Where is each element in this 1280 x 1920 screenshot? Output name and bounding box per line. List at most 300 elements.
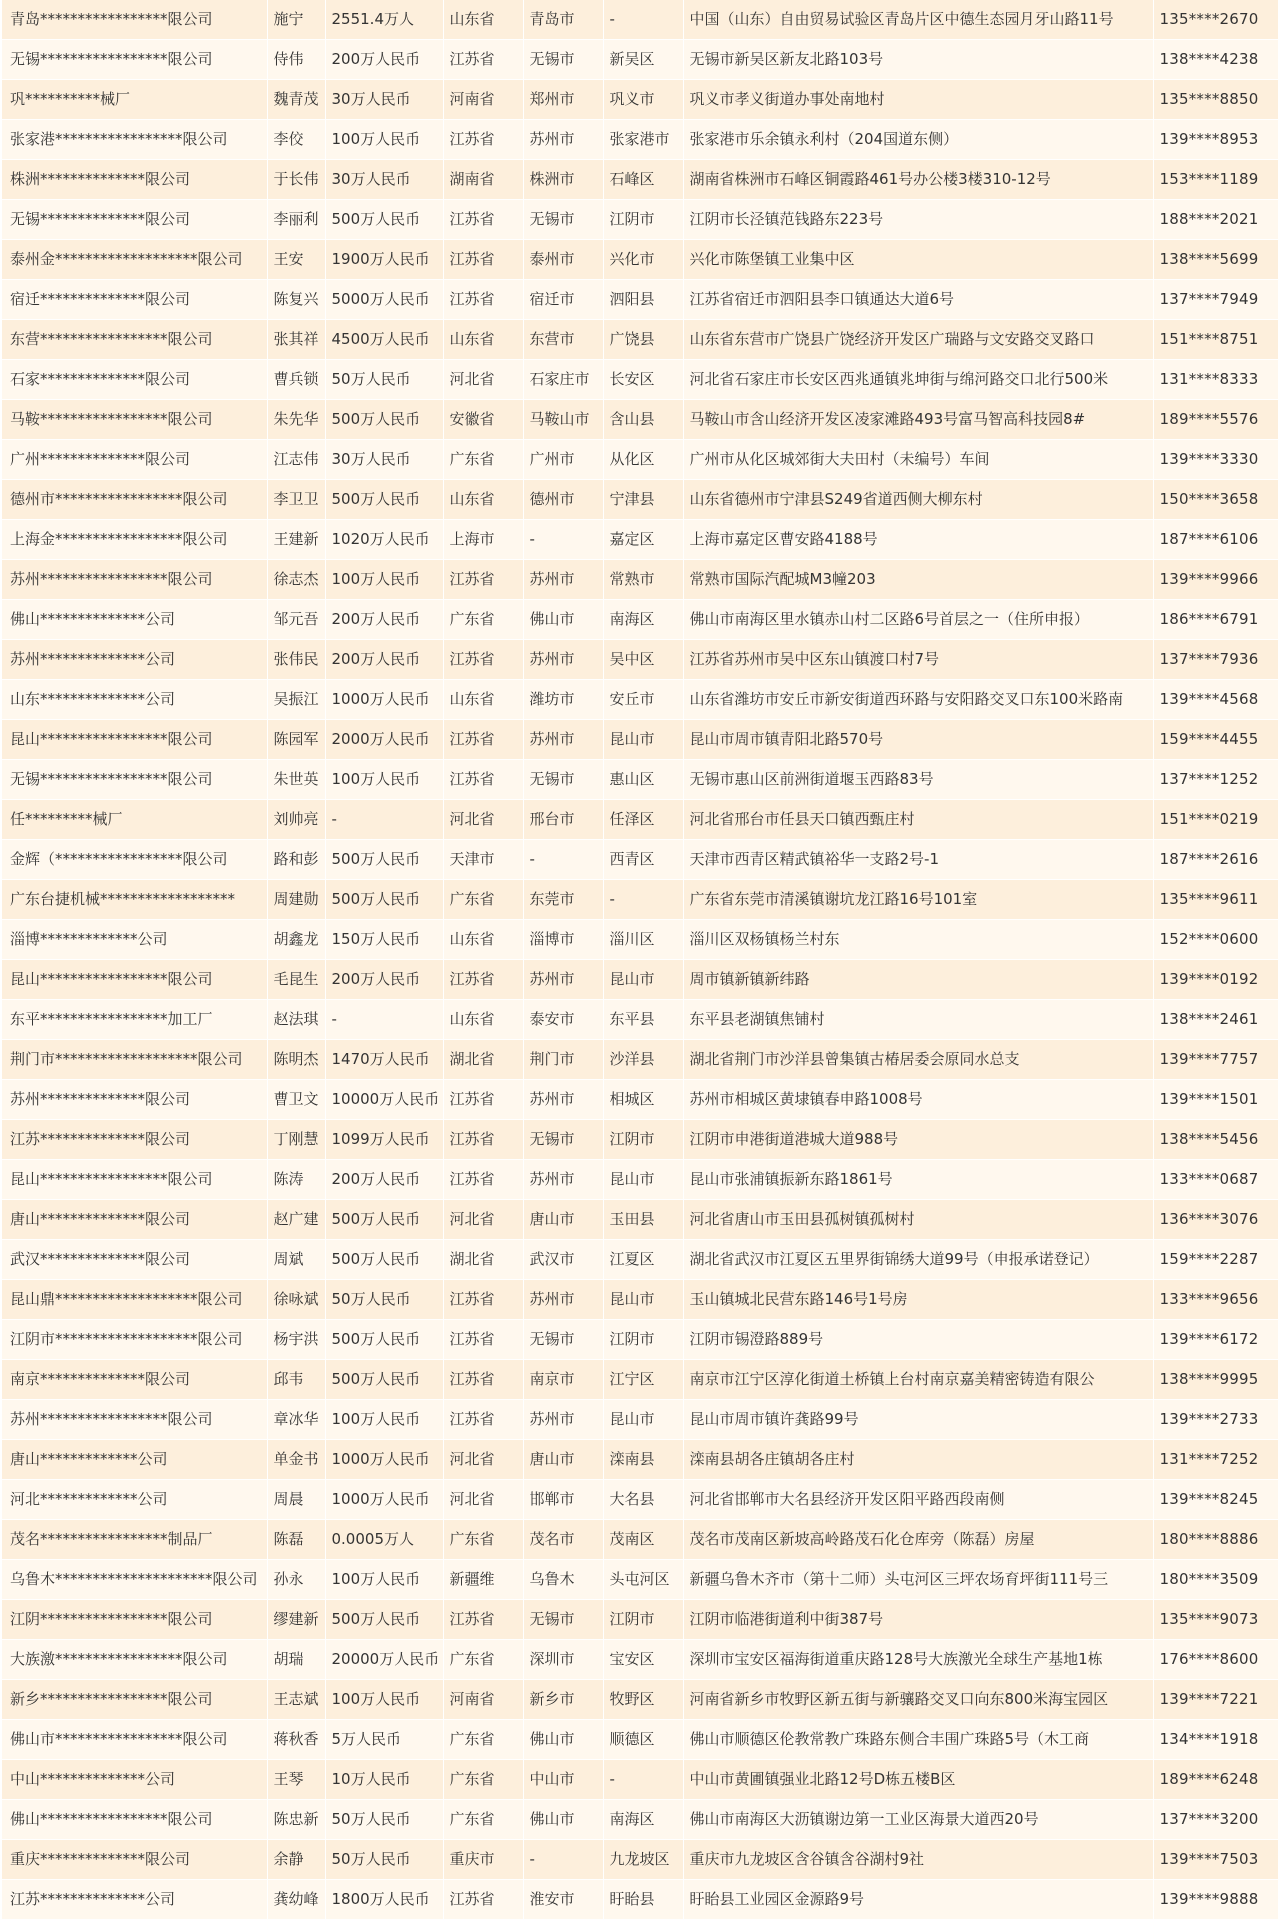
table-row xyxy=(2,520,1278,560)
company-name-cell: 江阴市*******************限公司 xyxy=(2,1320,267,1360)
address-cell: 河北省唐山市玉田县孤树镇孤树村 xyxy=(683,1200,1153,1240)
table-row xyxy=(2,1280,1278,1320)
address-cell: 昆山市周市镇青阳北路570号 xyxy=(683,720,1153,760)
registered-capital-cell: - xyxy=(325,800,443,840)
table-row xyxy=(2,1760,1278,1800)
registered-capital-cell: 1099万人民币 xyxy=(325,1120,443,1160)
phone-cell: 133****0687 xyxy=(1153,1160,1278,1200)
table-row xyxy=(2,1720,1278,1760)
city-cell: 东营市 xyxy=(523,320,603,360)
address-cell: 玉山镇城北民营东路146号1号房 xyxy=(683,1280,1153,1320)
registered-capital-cell: 50万人民币 xyxy=(325,360,443,400)
legal-person-cell: 余静 xyxy=(267,1840,325,1880)
city-cell: - xyxy=(523,840,603,880)
city-cell: 苏州市 xyxy=(523,1160,603,1200)
legal-person-cell: 赵法琪 xyxy=(267,1000,325,1040)
legal-person-cell: 胡瑞 xyxy=(267,1640,325,1680)
phone-cell: 151****8751 xyxy=(1153,320,1278,360)
table-row xyxy=(2,1480,1278,1520)
registered-capital-cell: 500万人民币 xyxy=(325,200,443,240)
table-row xyxy=(2,1880,1278,1920)
province-cell: 江苏省 xyxy=(443,200,523,240)
table-row xyxy=(2,920,1278,960)
city-cell: 苏州市 xyxy=(523,720,603,760)
province-cell: 广东省 xyxy=(443,1640,523,1680)
table-row xyxy=(2,800,1278,840)
registered-capital-cell: 20000万人民币 xyxy=(325,1640,443,1680)
legal-person-cell: 魏青茂 xyxy=(267,80,325,120)
company-name-cell: 宿迁**************限公司 xyxy=(2,280,267,320)
district-cell: 顺德区 xyxy=(603,1720,683,1760)
legal-person-cell: 王建新 xyxy=(267,520,325,560)
district-cell: 淄川区 xyxy=(603,920,683,960)
phone-cell: 189****6248 xyxy=(1153,1760,1278,1800)
registered-capital-cell: 50万人民币 xyxy=(325,1280,443,1320)
legal-person-cell: 胡鑫龙 xyxy=(267,920,325,960)
city-cell: 无锡市 xyxy=(523,1320,603,1360)
legal-person-cell: 陈园军 xyxy=(267,720,325,760)
address-cell: 新疆乌鲁木齐市（第十二师）头屯河区三坪农场育坪街111号三 xyxy=(683,1560,1153,1600)
legal-person-cell: 龚幼峰 xyxy=(267,1880,325,1920)
table-row xyxy=(2,880,1278,920)
legal-person-cell: 吴振江 xyxy=(267,680,325,720)
company-name-cell: 重庆**************限公司 xyxy=(2,1840,267,1880)
address-cell: 东平县老湖镇焦铺村 xyxy=(683,1000,1153,1040)
table-row xyxy=(2,480,1278,520)
company-name-cell: 德州市*****************限公司 xyxy=(2,480,267,520)
table-row xyxy=(2,40,1278,80)
phone-cell: 137****7936 xyxy=(1153,640,1278,680)
legal-person-cell: 周斌 xyxy=(267,1240,325,1280)
district-cell: 江阴市 xyxy=(603,200,683,240)
address-cell: 昆山市张浦镇振新东路1861号 xyxy=(683,1160,1153,1200)
company-name-cell: 中山**************公司 xyxy=(2,1760,267,1800)
legal-person-cell: 张伟民 xyxy=(267,640,325,680)
registered-capital-cell: 30万人民币 xyxy=(325,440,443,480)
city-cell: 东莞市 xyxy=(523,880,603,920)
legal-person-cell: 徐咏斌 xyxy=(267,1280,325,1320)
province-cell: 江苏省 xyxy=(443,240,523,280)
phone-cell: 137****1252 xyxy=(1153,760,1278,800)
legal-person-cell: 施宁 xyxy=(267,0,325,40)
legal-person-cell: 李佼 xyxy=(267,120,325,160)
table-row xyxy=(2,360,1278,400)
legal-person-cell: 于长伟 xyxy=(267,160,325,200)
legal-person-cell: 李卫卫 xyxy=(267,480,325,520)
province-cell: 江苏省 xyxy=(443,40,523,80)
province-cell: 河南省 xyxy=(443,1680,523,1720)
province-cell: 河北省 xyxy=(443,1440,523,1480)
phone-cell: 187****6106 xyxy=(1153,520,1278,560)
legal-person-cell: 陈磊 xyxy=(267,1520,325,1560)
table-row xyxy=(2,240,1278,280)
district-cell: 南海区 xyxy=(603,1800,683,1840)
province-cell: 山东省 xyxy=(443,920,523,960)
phone-cell: 188****2021 xyxy=(1153,200,1278,240)
city-cell: 佛山市 xyxy=(523,1800,603,1840)
table-body xyxy=(2,0,1278,1920)
legal-person-cell: 蒋秋香 xyxy=(267,1720,325,1760)
city-cell: 淄博市 xyxy=(523,920,603,960)
city-cell: 淮安市 xyxy=(523,1880,603,1920)
city-cell: 无锡市 xyxy=(523,200,603,240)
registered-capital-cell: 200万人民币 xyxy=(325,40,443,80)
table-row xyxy=(2,1640,1278,1680)
legal-person-cell: 路和彭 xyxy=(267,840,325,880)
table-row xyxy=(2,1040,1278,1080)
registered-capital-cell: 5万人民币 xyxy=(325,1720,443,1760)
phone-cell: 139****2733 xyxy=(1153,1400,1278,1440)
city-cell: 德州市 xyxy=(523,480,603,520)
address-cell: 盱眙县工业园区金源路9号 xyxy=(683,1880,1153,1920)
district-cell: 昆山市 xyxy=(603,1160,683,1200)
city-cell: 乌鲁木 xyxy=(523,1560,603,1600)
province-cell: 山东省 xyxy=(443,480,523,520)
legal-person-cell: 陈复兴 xyxy=(267,280,325,320)
address-cell: 无锡市新吴区新友北路103号 xyxy=(683,40,1153,80)
district-cell: - xyxy=(603,0,683,40)
address-cell: 江阴市长泾镇范钱路东223号 xyxy=(683,200,1153,240)
table-row xyxy=(2,1080,1278,1120)
phone-cell: 139****7221 xyxy=(1153,1680,1278,1720)
phone-cell: 138****2461 xyxy=(1153,1000,1278,1040)
district-cell: 安丘市 xyxy=(603,680,683,720)
company-name-cell: 昆山*****************限公司 xyxy=(2,720,267,760)
province-cell: 江苏省 xyxy=(443,1360,523,1400)
company-name-cell: 南京**************限公司 xyxy=(2,1360,267,1400)
phone-cell: 176****8600 xyxy=(1153,1640,1278,1680)
legal-person-cell: 陈涛 xyxy=(267,1160,325,1200)
district-cell: 江阴市 xyxy=(603,1600,683,1640)
legal-person-cell: 王志斌 xyxy=(267,1680,325,1720)
registered-capital-cell: 100万人民币 xyxy=(325,120,443,160)
province-cell: 安徽省 xyxy=(443,400,523,440)
company-name-cell: 江苏**************公司 xyxy=(2,1880,267,1920)
company-name-cell: 金辉（*****************限公司 xyxy=(2,840,267,880)
company-name-cell: 无锡*****************限公司 xyxy=(2,40,267,80)
district-cell: 江阴市 xyxy=(603,1120,683,1160)
phone-cell: 138****5699 xyxy=(1153,240,1278,280)
phone-cell: 136****3076 xyxy=(1153,1200,1278,1240)
registered-capital-cell: 1020万人民币 xyxy=(325,520,443,560)
district-cell: 玉田县 xyxy=(603,1200,683,1240)
table-row xyxy=(2,640,1278,680)
company-name-cell: 巩**********械厂 xyxy=(2,80,267,120)
company-name-cell: 乌鲁木*********************限公司 xyxy=(2,1560,267,1600)
company-name-cell: 苏州*****************限公司 xyxy=(2,1400,267,1440)
district-cell: 新吴区 xyxy=(603,40,683,80)
city-cell: - xyxy=(523,520,603,560)
company-name-cell: 无锡**************限公司 xyxy=(2,200,267,240)
address-cell: 巩义市孝义街道办事处南地村 xyxy=(683,80,1153,120)
address-cell: 马鞍山市含山经济开发区凌家滩路493号富马智高科技园8# xyxy=(683,400,1153,440)
city-cell: 苏州市 xyxy=(523,960,603,1000)
legal-person-cell: 周建勋 xyxy=(267,880,325,920)
phone-cell: 139****9966 xyxy=(1153,560,1278,600)
registered-capital-cell: 100万人民币 xyxy=(325,1680,443,1720)
province-cell: 江苏省 xyxy=(443,120,523,160)
address-cell: 佛山市顺德区伦教常教广珠路东侧合丰围广珠路5号（木工商 xyxy=(683,1720,1153,1760)
registered-capital-cell: 5000万人民币 xyxy=(325,280,443,320)
phone-cell: 138****5456 xyxy=(1153,1120,1278,1160)
company-name-cell: 张家港*****************限公司 xyxy=(2,120,267,160)
legal-person-cell: 邱韦 xyxy=(267,1360,325,1400)
province-cell: 广东省 xyxy=(443,1520,523,1560)
city-cell: - xyxy=(523,1840,603,1880)
registered-capital-cell: 1470万人民币 xyxy=(325,1040,443,1080)
city-cell: 无锡市 xyxy=(523,40,603,80)
city-cell: 唐山市 xyxy=(523,1200,603,1240)
registered-capital-cell: 500万人民币 xyxy=(325,1240,443,1280)
company-name-cell: 昆山*****************限公司 xyxy=(2,960,267,1000)
province-cell: 江苏省 xyxy=(443,1320,523,1360)
legal-person-cell: 杨宇洪 xyxy=(267,1320,325,1360)
province-cell: 江苏省 xyxy=(443,1400,523,1440)
registered-capital-cell: 2551.4万人 xyxy=(325,0,443,40)
address-cell: 湖北省荆门市沙洋县曾集镇古椿居委会原同水总支 xyxy=(683,1040,1153,1080)
table-row xyxy=(2,400,1278,440)
address-cell: 江苏省宿迁市泗阳县李口镇通达大道6号 xyxy=(683,280,1153,320)
registered-capital-cell: - xyxy=(325,1000,443,1040)
phone-cell: 139****7757 xyxy=(1153,1040,1278,1080)
address-cell: 中山市黄圃镇强业北路12号D栋五楼B区 xyxy=(683,1760,1153,1800)
registered-capital-cell: 200万人民币 xyxy=(325,600,443,640)
phone-cell: 187****2616 xyxy=(1153,840,1278,880)
legal-person-cell: 江志伟 xyxy=(267,440,325,480)
city-cell: 苏州市 xyxy=(523,1400,603,1440)
city-cell: 青岛市 xyxy=(523,0,603,40)
province-cell: 天津市 xyxy=(443,840,523,880)
district-cell: 相城区 xyxy=(603,1080,683,1120)
address-cell: 佛山市南海区里水镇赤山村二区路6号首层之一（住所申报） xyxy=(683,600,1153,640)
company-name-cell: 武汉**************限公司 xyxy=(2,1240,267,1280)
district-cell: 泗阳县 xyxy=(603,280,683,320)
table-row xyxy=(2,600,1278,640)
phone-cell: 139****0192 xyxy=(1153,960,1278,1000)
table-row xyxy=(2,1560,1278,1600)
district-cell: 头屯河区 xyxy=(603,1560,683,1600)
phone-cell: 139****9888 xyxy=(1153,1880,1278,1920)
phone-cell: 133****9656 xyxy=(1153,1280,1278,1320)
city-cell: 邯郸市 xyxy=(523,1480,603,1520)
registered-capital-cell: 30万人民币 xyxy=(325,80,443,120)
address-cell: 中国（山东）自由贸易试验区青岛片区中德生态园月牙山路11号 xyxy=(683,0,1153,40)
address-cell: 重庆市九龙坡区含谷镇含谷湖村9社 xyxy=(683,1840,1153,1880)
district-cell: 从化区 xyxy=(603,440,683,480)
phone-cell: 135****9073 xyxy=(1153,1600,1278,1640)
legal-person-cell: 刘帅亮 xyxy=(267,800,325,840)
phone-cell: 139****8953 xyxy=(1153,120,1278,160)
company-name-cell: 上海金*****************限公司 xyxy=(2,520,267,560)
phone-cell: 139****1501 xyxy=(1153,1080,1278,1120)
district-cell: 广饶县 xyxy=(603,320,683,360)
table-row xyxy=(2,680,1278,720)
city-cell: 无锡市 xyxy=(523,1600,603,1640)
address-cell: 山东省德州市宁津县S249省道西侧大柳东村 xyxy=(683,480,1153,520)
company-name-cell: 江阴*****************限公司 xyxy=(2,1600,267,1640)
district-cell: 昆山市 xyxy=(603,1400,683,1440)
table-row xyxy=(2,200,1278,240)
table-row xyxy=(2,280,1278,320)
legal-person-cell: 毛昆生 xyxy=(267,960,325,1000)
legal-person-cell: 曹卫文 xyxy=(267,1080,325,1120)
phone-cell: 131****8333 xyxy=(1153,360,1278,400)
address-cell: 佛山市南海区大沥镇谢边第一工业区海景大道西20号 xyxy=(683,1800,1153,1840)
address-cell: 常熟市国际汽配城M3幢203 xyxy=(683,560,1153,600)
table-row xyxy=(2,1160,1278,1200)
province-cell: 江苏省 xyxy=(443,960,523,1000)
legal-person-cell: 陈忠新 xyxy=(267,1800,325,1840)
table-row xyxy=(2,1440,1278,1480)
company-name-cell: 苏州**************限公司 xyxy=(2,1080,267,1120)
company-name-cell: 江苏**************限公司 xyxy=(2,1120,267,1160)
province-cell: 广东省 xyxy=(443,1760,523,1800)
phone-cell: 180****8886 xyxy=(1153,1520,1278,1560)
company-name-cell: 茂名*****************制品厂 xyxy=(2,1520,267,1560)
city-cell: 苏州市 xyxy=(523,640,603,680)
company-name-cell: 大族激*****************限公司 xyxy=(2,1640,267,1680)
province-cell: 山东省 xyxy=(443,320,523,360)
registered-capital-cell: 1000万人民币 xyxy=(325,1480,443,1520)
province-cell: 山东省 xyxy=(443,1000,523,1040)
phone-cell: 139****4568 xyxy=(1153,680,1278,720)
table-row xyxy=(2,1520,1278,1560)
registered-capital-cell: 100万人民币 xyxy=(325,1560,443,1600)
registered-capital-cell: 500万人民币 xyxy=(325,480,443,520)
company-name-cell: 荆门市*******************限公司 xyxy=(2,1040,267,1080)
legal-person-cell: 王琴 xyxy=(267,1760,325,1800)
city-cell: 中山市 xyxy=(523,1760,603,1800)
province-cell: 湖南省 xyxy=(443,160,523,200)
city-cell: 苏州市 xyxy=(523,1080,603,1120)
city-cell: 郑州市 xyxy=(523,80,603,120)
district-cell: 昆山市 xyxy=(603,720,683,760)
district-cell: 惠山区 xyxy=(603,760,683,800)
phone-cell: 138****4238 xyxy=(1153,40,1278,80)
city-cell: 石家庄市 xyxy=(523,360,603,400)
table-row xyxy=(2,1240,1278,1280)
phone-cell: 159****2287 xyxy=(1153,1240,1278,1280)
district-cell: 巩义市 xyxy=(603,80,683,120)
address-cell: 广东省东莞市清溪镇谢坑龙江路16号101室 xyxy=(683,880,1153,920)
company-name-cell: 泰州金*******************限公司 xyxy=(2,240,267,280)
registered-capital-cell: 1000万人民币 xyxy=(325,1440,443,1480)
address-cell: 苏州市相城区黄埭镇春申路1008号 xyxy=(683,1080,1153,1120)
table-row xyxy=(2,1120,1278,1160)
address-cell: 滦南县胡各庄镇胡各庄村 xyxy=(683,1440,1153,1480)
address-cell: 张家港市乐余镇永利村（204国道东侧） xyxy=(683,120,1153,160)
company-name-cell: 广州**************限公司 xyxy=(2,440,267,480)
district-cell: 吴中区 xyxy=(603,640,683,680)
legal-person-cell: 孙永 xyxy=(267,1560,325,1600)
company-name-cell: 山东**************公司 xyxy=(2,680,267,720)
city-cell: 唐山市 xyxy=(523,1440,603,1480)
phone-cell: 137****7949 xyxy=(1153,280,1278,320)
legal-person-cell: 邹元吾 xyxy=(267,600,325,640)
district-cell: 牧野区 xyxy=(603,1680,683,1720)
registered-capital-cell: 50万人民币 xyxy=(325,1800,443,1840)
city-cell: 佛山市 xyxy=(523,600,603,640)
address-cell: 江苏省苏州市吴中区东山镇渡口村7号 xyxy=(683,640,1153,680)
phone-cell: 159****4455 xyxy=(1153,720,1278,760)
address-cell: 河北省石家庄市长安区西兆通镇兆坤街与绵河路交口北行500米 xyxy=(683,360,1153,400)
company-name-cell: 佛山市*****************限公司 xyxy=(2,1720,267,1760)
province-cell: 江苏省 xyxy=(443,640,523,680)
city-cell: 新乡市 xyxy=(523,1680,603,1720)
company-name-cell: 广东台捷机械****************** xyxy=(2,880,267,920)
province-cell: 山东省 xyxy=(443,680,523,720)
province-cell: 河北省 xyxy=(443,1480,523,1520)
province-cell: 江苏省 xyxy=(443,1280,523,1320)
city-cell: 苏州市 xyxy=(523,560,603,600)
company-name-cell: 唐山**************限公司 xyxy=(2,1200,267,1240)
province-cell: 河北省 xyxy=(443,360,523,400)
address-cell: 江阴市申港街道港城大道988号 xyxy=(683,1120,1153,1160)
legal-person-cell: 赵广建 xyxy=(267,1200,325,1240)
legal-person-cell: 朱先华 xyxy=(267,400,325,440)
district-cell: 长安区 xyxy=(603,360,683,400)
table-row xyxy=(2,120,1278,160)
city-cell: 广州市 xyxy=(523,440,603,480)
phone-cell: 186****6791 xyxy=(1153,600,1278,640)
city-cell: 荆门市 xyxy=(523,1040,603,1080)
legal-person-cell: 朱世英 xyxy=(267,760,325,800)
registered-capital-cell: 10000万人民币 xyxy=(325,1080,443,1120)
legal-person-cell: 曹兵锁 xyxy=(267,360,325,400)
registered-capital-cell: 500万人民币 xyxy=(325,400,443,440)
address-cell: 昆山市周市镇许龚路99号 xyxy=(683,1400,1153,1440)
table-row xyxy=(2,80,1278,120)
district-cell: 含山县 xyxy=(603,400,683,440)
company-name-cell: 无锡*****************限公司 xyxy=(2,760,267,800)
table-row xyxy=(2,720,1278,760)
city-cell: 马鞍山市 xyxy=(523,400,603,440)
district-cell: 南海区 xyxy=(603,600,683,640)
phone-cell: 139****8245 xyxy=(1153,1480,1278,1520)
address-cell: 无锡市惠山区前洲街道堰玉西路83号 xyxy=(683,760,1153,800)
phone-cell: 139****6172 xyxy=(1153,1320,1278,1360)
company-name-cell: 唐山*************公司 xyxy=(2,1440,267,1480)
table-row xyxy=(2,1000,1278,1040)
registered-capital-cell: 200万人民币 xyxy=(325,960,443,1000)
company-name-cell: 苏州**************公司 xyxy=(2,640,267,680)
district-cell: 滦南县 xyxy=(603,1440,683,1480)
legal-person-cell: 张其祥 xyxy=(267,320,325,360)
province-cell: 河北省 xyxy=(443,800,523,840)
district-cell: 宁津县 xyxy=(603,480,683,520)
table-row xyxy=(2,1360,1278,1400)
province-cell: 江苏省 xyxy=(443,1080,523,1120)
phone-cell: 139****3330 xyxy=(1153,440,1278,480)
district-cell: 张家港市 xyxy=(603,120,683,160)
company-name-cell: 任*********械厂 xyxy=(2,800,267,840)
registered-capital-cell: 500万人民币 xyxy=(325,1320,443,1360)
registered-capital-cell: 1000万人民币 xyxy=(325,680,443,720)
district-cell: 宝安区 xyxy=(603,1640,683,1680)
province-cell: 河北省 xyxy=(443,1200,523,1240)
province-cell: 湖北省 xyxy=(443,1040,523,1080)
legal-person-cell: 侍伟 xyxy=(267,40,325,80)
province-cell: 广东省 xyxy=(443,1720,523,1760)
company-table xyxy=(2,0,1279,1920)
address-cell: 湖南省株洲市石峰区铜霞路461号办公楼3楼310-12号 xyxy=(683,160,1153,200)
address-cell: 淄川区双杨镇杨兰村东 xyxy=(683,920,1153,960)
district-cell: - xyxy=(603,880,683,920)
district-cell: 兴化市 xyxy=(603,240,683,280)
registered-capital-cell: 100万人民币 xyxy=(325,1400,443,1440)
district-cell: 嘉定区 xyxy=(603,520,683,560)
table-row xyxy=(2,840,1278,880)
